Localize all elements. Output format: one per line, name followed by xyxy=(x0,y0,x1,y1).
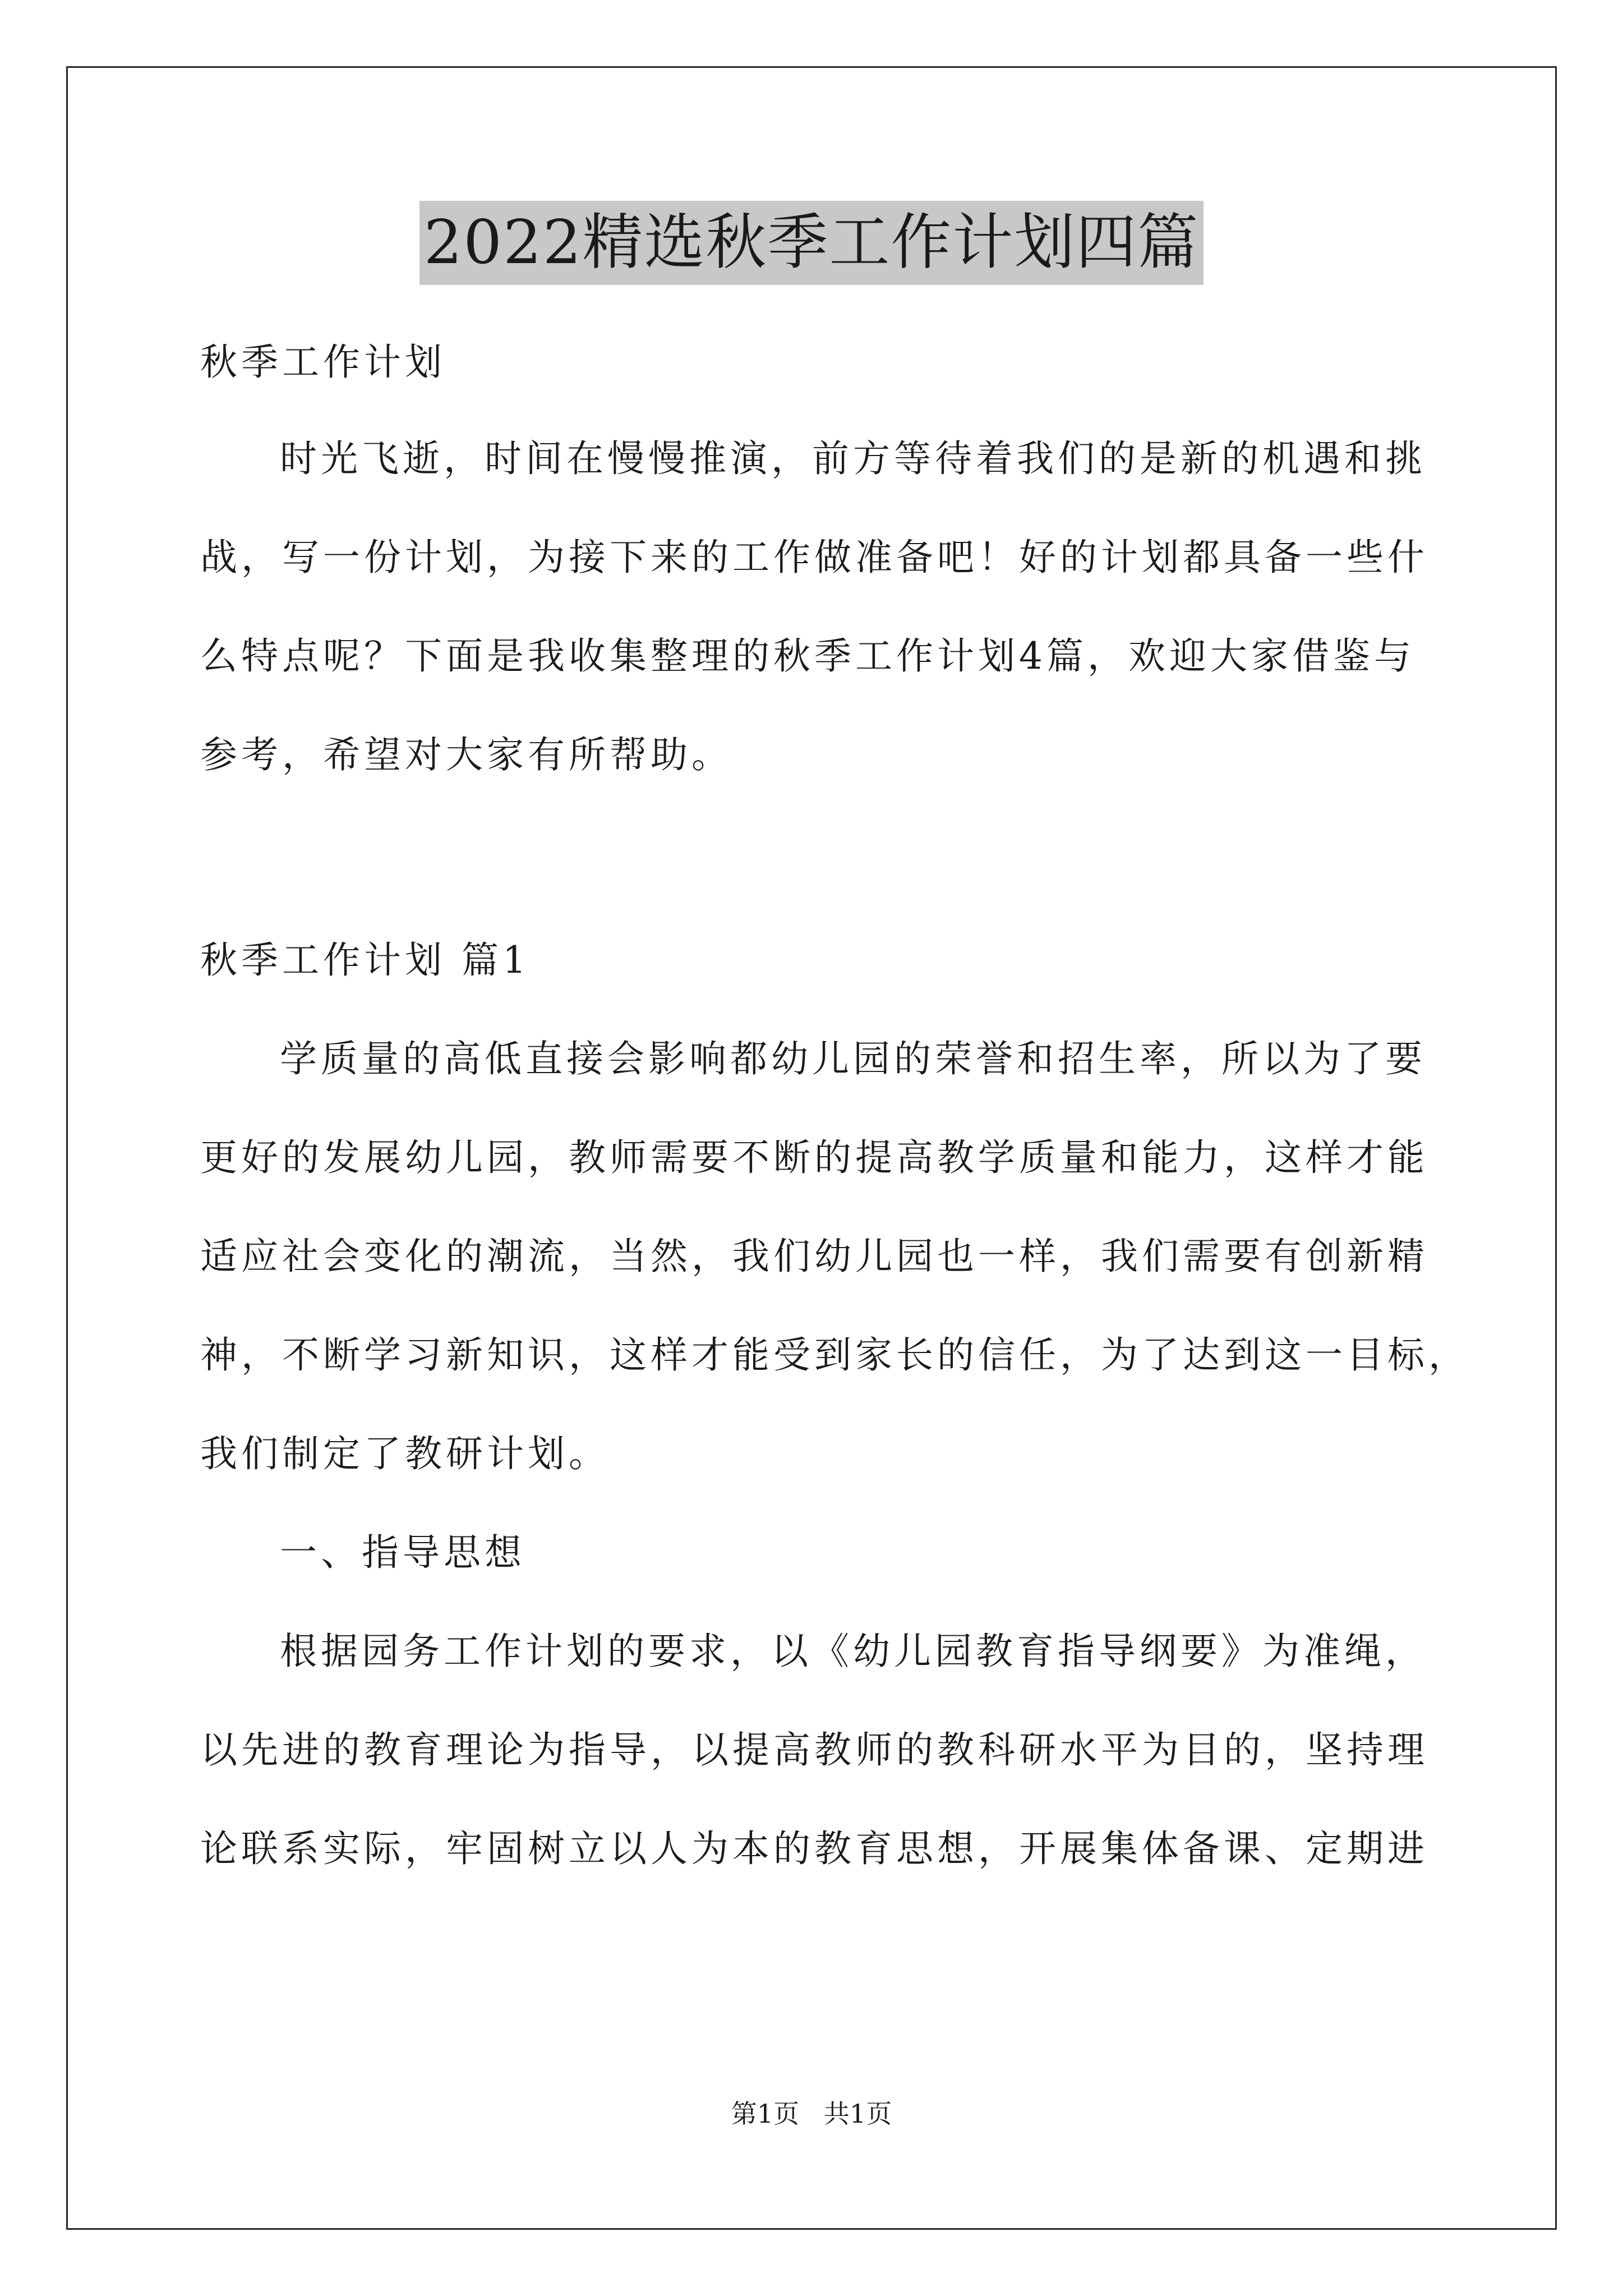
section-heading: 秋季工作计划 xyxy=(200,341,446,384)
para2-line-2: 以先进的教育理论为指导，以提高教师的教科研水平为目的，坚持理 xyxy=(200,1728,1428,1772)
intro-line-4: 参考，希望对大家有所帮助。 xyxy=(200,733,732,776)
title-container xyxy=(0,201,1623,285)
document-body xyxy=(200,334,1469,1877)
intro-line-2: 战，写一份计划，为接下来的工作做准备吧！好的计划都具备一些什 xyxy=(200,536,1428,579)
page-footer: 第1页 共1页 xyxy=(731,2099,892,2129)
para1-line-5: 我们制定了教研计划。 xyxy=(200,1432,610,1475)
para1-line-4: 神，不断学习新知识，这样才能受到家长的信任，为了达到这一目标， xyxy=(200,1333,1469,1377)
subheading: 一、指导思想 xyxy=(280,1531,525,1574)
intro-line-3: 么特点呢？下面是我收集整理的秋季工作计划4篇，欢迎大家借鉴与 xyxy=(200,634,1415,678)
section-heading: 秋季工作计划 篇1 xyxy=(200,938,530,982)
para1-line-2: 更好的发展幼儿园，教师需要不断的提高教学质量和能力，这样才能 xyxy=(200,1136,1428,1179)
para2-line-3: 论联系实际，牢固树立以人为本的教育思想，开展集体备课、定期进 xyxy=(200,1827,1428,1870)
para1-line-1: 学质量的高低直接会影响都幼儿园的荣誉和招生率，所以为了要 xyxy=(280,1037,1426,1080)
para2-line-1: 根据园务工作计划的要求，以《幼儿园教育指导纲要》为准绳， xyxy=(280,1630,1426,1673)
intro-line-1: 时光飞逝，时间在慢慢推演，前方等待着我们的是新的机遇和挑 xyxy=(280,437,1426,480)
para1-line-3: 适应社会变化的潮流，当然，我们幼儿园也一样，我们需要有创新精 xyxy=(200,1235,1428,1278)
document-title: 2022精选秋季工作计划四篇 xyxy=(419,201,1204,285)
